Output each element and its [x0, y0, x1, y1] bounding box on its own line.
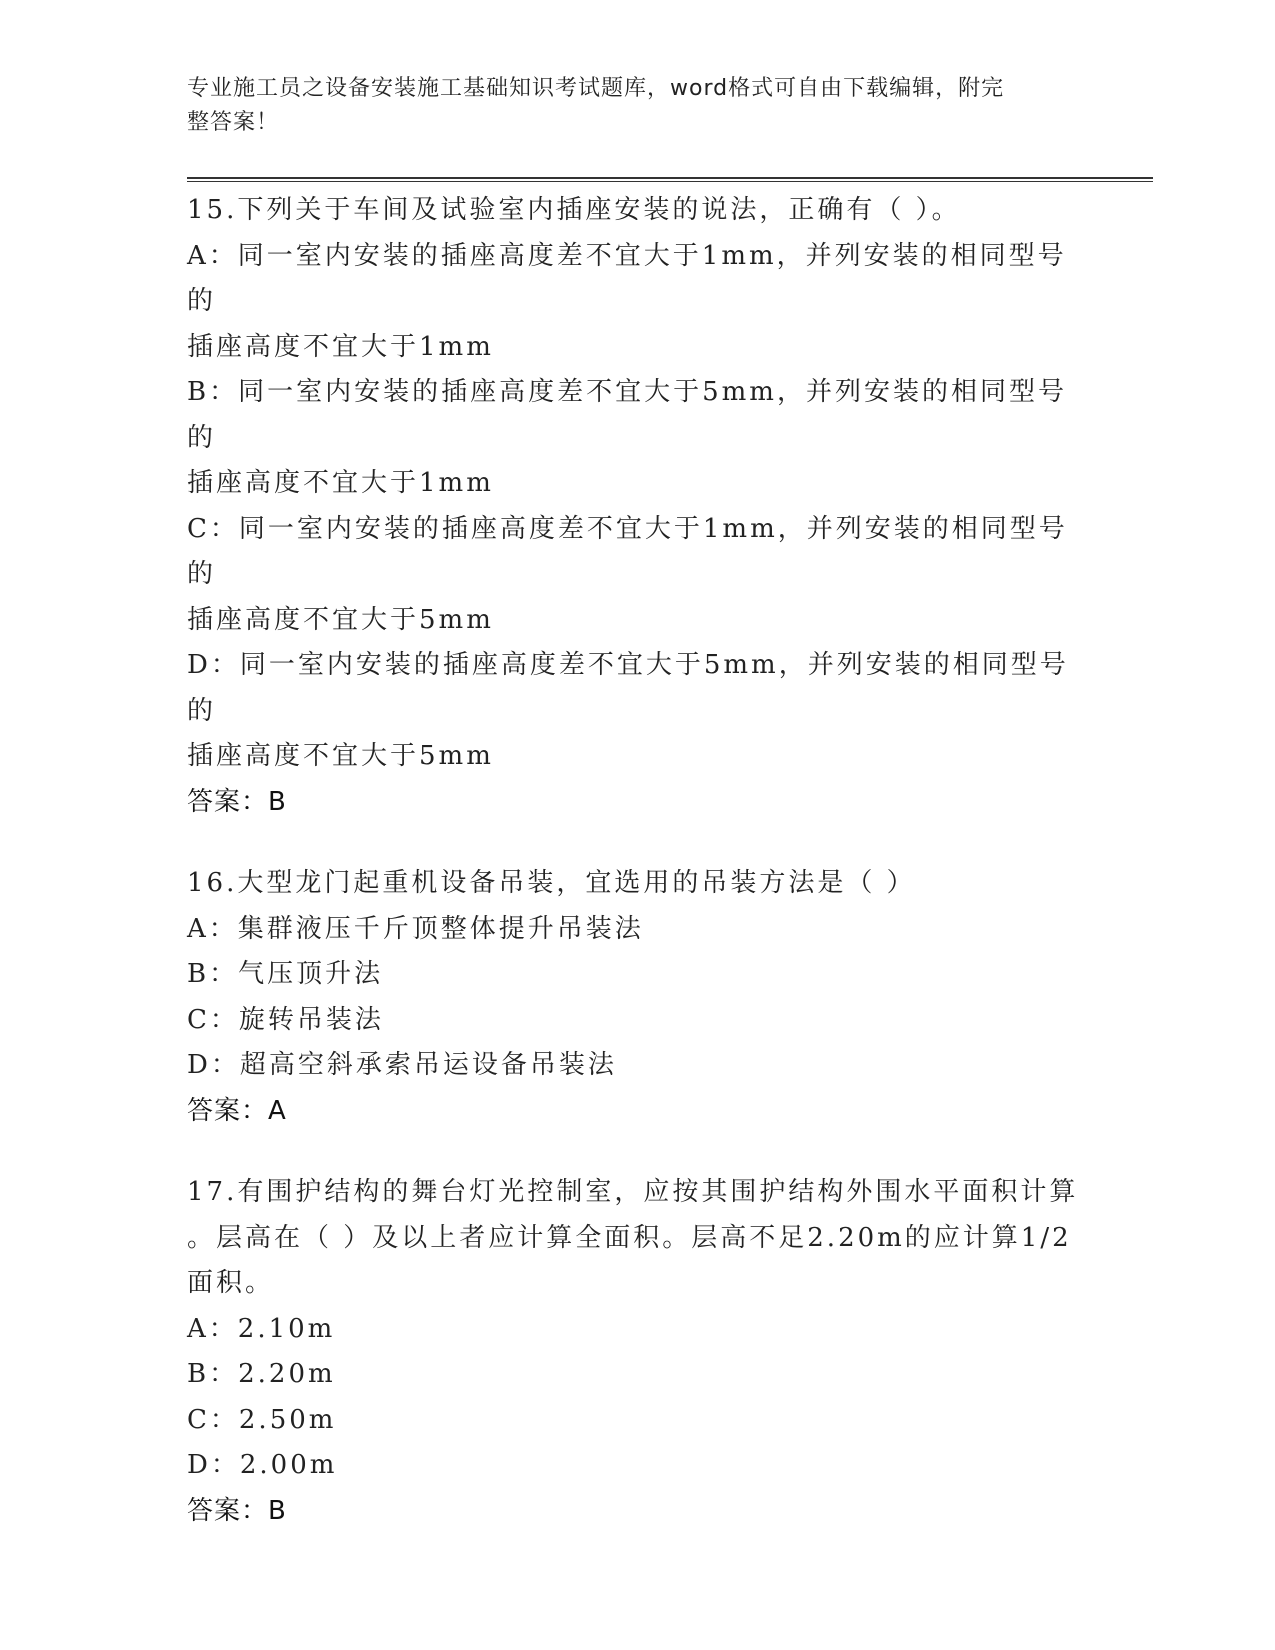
question-stem: 16.大型龙门起重机设备吊装，宜选用的吊装方法是（ ） [187, 868, 916, 898]
option-a-continued: 插座高度不宜大于1mm [187, 331, 494, 362]
option-b-continued: 插座高度不宜大于1mm [187, 468, 494, 498]
option-a: A：2.10m [187, 1313, 336, 1344]
option-d: D：超高空斜承索吊运设备吊装法 [187, 1050, 617, 1080]
option-b: B：气压顶升法 [187, 959, 384, 989]
option-b: B：2.20m [187, 1359, 336, 1389]
option-c-continued: 插座高度不宜大于5mm [187, 604, 494, 635]
header-line-2: 整答案！ [187, 110, 280, 135]
question-17 [187, 1170, 1087, 1534]
option-c: C：旋转吊装法 [187, 1004, 384, 1035]
header-line-1: 专业施工员之设备安装施工基础知识考试题库，word格式可自由下载编辑，附完 [187, 76, 1005, 101]
option-c: C：同一室内安装的插座高度差不宜大于1mm，并列安装的相同型号的 [187, 513, 1068, 589]
answer-line: 答案：A [187, 1095, 287, 1126]
question-stem: 15.下列关于车间及试验室内插座安装的说法，正确有（ ）。 [187, 195, 961, 225]
option-a: A：同一室内安装的插座高度差不宜大于1mm，并列安装的相同型号的 [187, 240, 1067, 316]
option-d-continued: 插座高度不宜大于5mm [187, 741, 494, 771]
option-c: C：2.50m [187, 1404, 337, 1435]
option-b: B：同一室内安装的插座高度差不宜大于5mm，并列安装的相同型号的 [187, 377, 1067, 453]
question-stem: 17.有围护结构的舞台灯光控制室，应按其围护结构外围水平面积计算 [187, 1177, 1079, 1207]
question-16 [187, 861, 1087, 1134]
question-stem-continued: 。层高在（ ）及以上者应计算全面积。层高不足2.20m的应计算1/2 [187, 1222, 1072, 1253]
question-list [187, 188, 1087, 1570]
question-15 [187, 188, 1087, 825]
option-d: D：同一室内安装的插座高度差不宜大于5mm，并列安装的相同型号的 [187, 650, 1069, 726]
answer-line: 答案：B [187, 1495, 287, 1526]
option-a: A：集群液压千斤顶整体提升吊装法 [187, 913, 644, 944]
option-d: D：2.00m [187, 1450, 338, 1480]
question-stem-continued-2: 面积。 [187, 1268, 275, 1298]
answer-line: 答案：B [187, 786, 287, 817]
document-header [187, 72, 1067, 140]
header-divider [187, 177, 1153, 182]
